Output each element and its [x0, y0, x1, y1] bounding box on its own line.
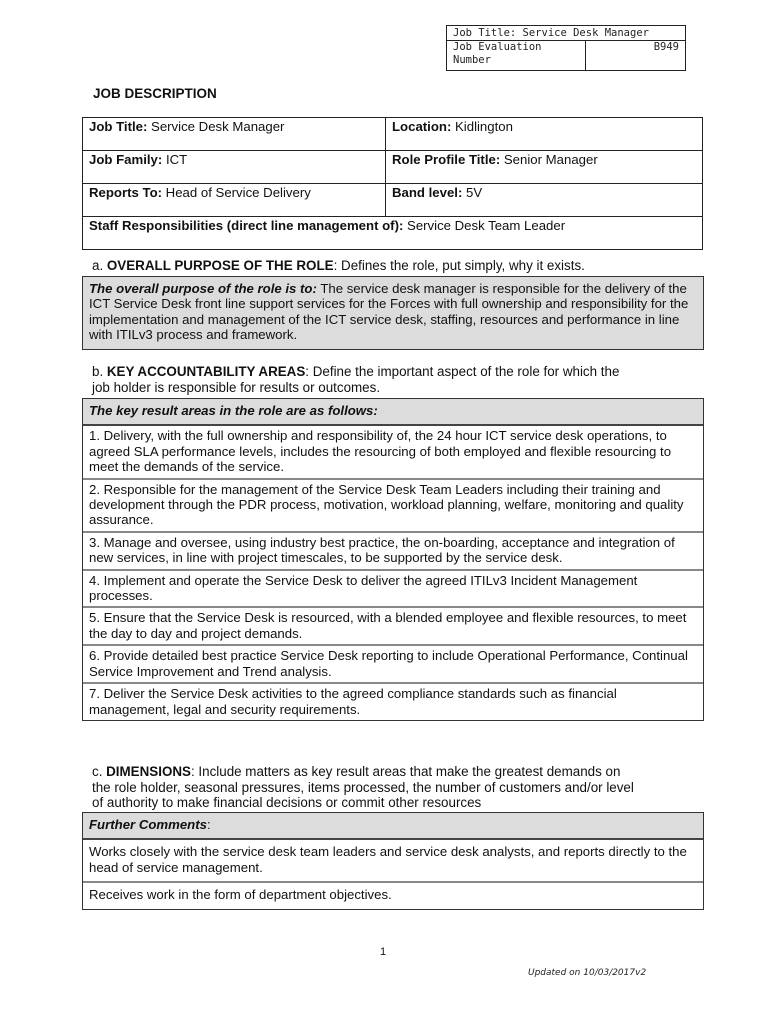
- section-a-prefix: a.: [92, 258, 107, 273]
- section-b-title: KEY ACCOUNTABILITY AREAS: [106, 364, 306, 379]
- key-result-areas-table: [82, 398, 704, 721]
- section-b-heading: [92, 364, 619, 396]
- section-c-title: DIMENSIONS: [106, 764, 191, 779]
- list-item: 5. Ensure that the Service Desk is resourced, with a blended employee and flexible resources, to meet the day to day and project demands.: [83, 608, 703, 646]
- updated-date: Updated on 10/03/2017v2: [528, 968, 647, 978]
- purpose-box: [82, 276, 704, 350]
- band-label: Band level:: [392, 185, 463, 200]
- further-comments-label: Further Comments: [89, 817, 207, 832]
- job-family-label: Job Family:: [89, 152, 163, 167]
- further-comments-colon: :: [206, 817, 211, 832]
- list-item: 7. Deliver the Service Desk activities to the agreed compliance standards such as financial management, legal and security requirements.: [89, 686, 617, 717]
- job-title-cell: [83, 118, 386, 151]
- document-title: JOB DESCRIPTION: [93, 86, 217, 101]
- job-reference-box: [446, 25, 686, 71]
- job-title-value: Service Desk Manager: [147, 119, 285, 134]
- location-cell: [386, 118, 703, 151]
- reports-to-label: Reports To:: [89, 185, 163, 200]
- ref-eval-value: B949: [653, 41, 679, 53]
- further-comments-table: [82, 812, 704, 910]
- section-b-desc-2: job holder is responsible for results or outcomes.: [92, 380, 381, 395]
- reports-to-value: Head of Service Delivery: [162, 185, 311, 200]
- key-result-areas-head: The key result areas in the role are as follows:: [83, 399, 703, 426]
- location-label: Location:: [392, 119, 452, 134]
- list-item: Works closely with the service desk team leaders and service desk analysts, and reports directly to the head of service management.: [83, 840, 703, 883]
- role-profile-value: Senior Manager: [500, 152, 598, 167]
- purpose-label: The overall purpose of the role is to:: [89, 281, 317, 296]
- list-item: Receives work in the form of department objectives.: [89, 887, 392, 903]
- list-item: 2. Responsible for the management of the Service Desk Team Leaders including their training and development through the PDR process, motivation, workload planning, welfare, monitoring and quality assurance.: [83, 480, 703, 533]
- staff-value: Service Desk Team Leader: [403, 218, 566, 233]
- section-c-desc-1: : Include matters as key result areas that make the greatest demands on: [190, 764, 621, 779]
- role-profile-cell: [386, 151, 703, 184]
- ref-eval-label: Job Evaluation Number: [447, 41, 586, 70]
- band-cell: [386, 184, 703, 217]
- job-family-cell: [83, 151, 386, 184]
- section-a-desc: : Defines the role, put simply, why it exists.: [333, 258, 585, 273]
- section-c-prefix: c.: [92, 764, 107, 779]
- job-info-table: [82, 117, 703, 250]
- section-c-desc-3: of authority to make financial decisions or commit other resources: [92, 795, 482, 810]
- staff-label: Staff Responsibilities (direct line management of):: [89, 218, 404, 233]
- role-profile-label: Role Profile Title:: [392, 152, 501, 167]
- job-title-label: Job Title:: [89, 119, 148, 134]
- ref-eval-row: [447, 41, 685, 70]
- purpose-body: The service desk manager is responsible for the delivery of the ICT Service Desk front line support services for the Forces with full ownership and responsibility for the implementation and management of the ICT service desk, staffing, resources and performance in line with ITILv3 process and framework.: [89, 281, 689, 343]
- page-number: 1: [380, 946, 387, 958]
- section-a-title: OVERALL PURPOSE OF THE ROLE: [106, 258, 334, 273]
- section-c-desc-2: the role holder, seasonal pressures, items processed, the number of customers and/or level: [92, 779, 634, 795]
- staff-cell: [83, 217, 703, 250]
- purpose-text: [83, 277, 703, 349]
- reports-to-cell: [83, 184, 386, 217]
- section-a-heading: [92, 258, 585, 274]
- section-b-prefix: b.: [92, 364, 107, 379]
- job-family-value: ICT: [162, 152, 188, 167]
- list-item: 1. Delivery, with the full ownership and responsibility of, the 24 hour ICT service desk operations, to agreed SLA performance levels, includes the resourcing of both employed and flexible resourcing to meet the demands of the service.: [83, 426, 703, 479]
- list-item: 4. Implement and operate the Service Desk to deliver the agreed ITILv3 Incident Management processes.: [83, 571, 703, 609]
- info-row: [83, 217, 703, 250]
- list-item: 3. Manage and oversee, using industry best practice, the on-boarding, acceptance and integration of new services, in line with project timescales, to be supported by the service desk.: [83, 533, 703, 571]
- ref-job-title: Job Title: Service Desk Manager: [447, 26, 685, 41]
- list-item: 6. Provide detailed best practice Service Desk reporting to include Operational Performance, Continual Service Improvement and Trend analysis.: [83, 646, 703, 684]
- band-value: 5V: [462, 185, 483, 200]
- info-row: [83, 151, 703, 184]
- info-row: [83, 118, 703, 151]
- section-c-heading: [92, 764, 634, 811]
- further-comments-head: [83, 813, 703, 840]
- info-row: [83, 184, 703, 217]
- section-b-desc-1: : Define the important aspect of the role for which the: [305, 364, 620, 379]
- location-value: Kidlington: [451, 119, 513, 134]
